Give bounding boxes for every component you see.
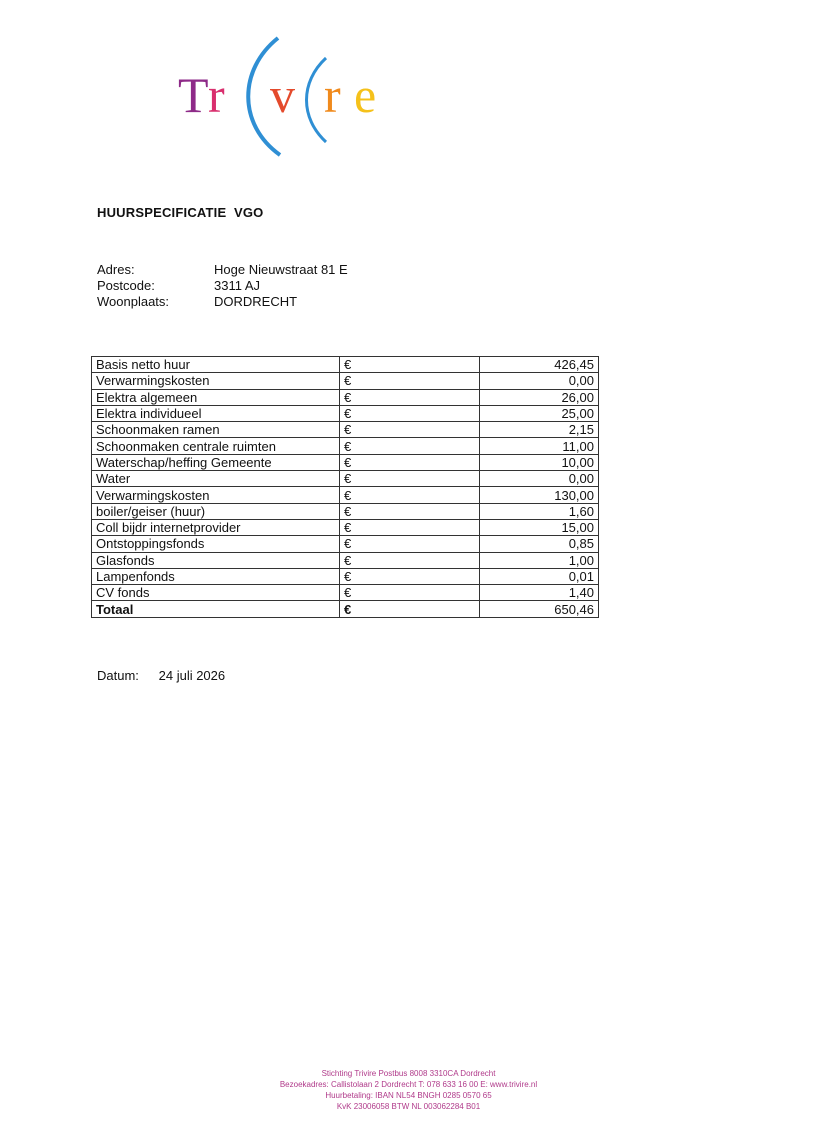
currency-symbol: €: [340, 389, 480, 405]
currency-symbol: €: [340, 357, 480, 373]
cost-description: Lampenfonds: [92, 568, 340, 584]
cost-amount: 2,15: [480, 422, 599, 438]
table-row: [92, 389, 599, 405]
table-row: [92, 536, 599, 552]
address-label: Adres:: [97, 262, 135, 277]
currency-symbol: €: [340, 585, 480, 601]
total-amount: 650,46: [480, 601, 599, 617]
address-row: [97, 262, 348, 278]
date-line: [97, 668, 225, 683]
currency-symbol: €: [340, 601, 480, 617]
total-row: [92, 601, 599, 617]
address-block: [97, 262, 348, 310]
table-row: [92, 519, 599, 535]
cost-description: Schoonmaken ramen: [92, 422, 340, 438]
cost-amount: 130,00: [480, 487, 599, 503]
cost-description: Verwarmingskosten: [92, 487, 340, 503]
cost-description: Schoonmaken centrale ruimten: [92, 438, 340, 454]
cost-amount: 0,00: [480, 471, 599, 487]
postcode-row: [97, 278, 348, 294]
cost-description: Ontstoppingsfonds: [92, 536, 340, 552]
cost-amount: 0,00: [480, 373, 599, 389]
table-row: [92, 438, 599, 454]
currency-symbol: €: [340, 519, 480, 535]
date-label: Datum:: [97, 668, 139, 683]
table-row: [92, 422, 599, 438]
trivire-logo: [176, 30, 406, 160]
currency-symbol: €: [340, 471, 480, 487]
currency-symbol: €: [340, 552, 480, 568]
cost-description: boiler/geiser (huur): [92, 503, 340, 519]
table-row: [92, 487, 599, 503]
city-label: Woonplaats:: [97, 294, 170, 309]
table-row: [92, 373, 599, 389]
currency-symbol: €: [340, 454, 480, 470]
currency-symbol: €: [340, 503, 480, 519]
cost-description: Elektra individueel: [92, 405, 340, 421]
cost-description: Glasfonds: [92, 552, 340, 568]
postcode-label: Postcode:: [97, 278, 155, 293]
table-row: [92, 568, 599, 584]
currency-symbol: €: [340, 536, 480, 552]
cost-amount: 426,45: [480, 357, 599, 373]
table-row: [92, 454, 599, 470]
cost-amount: 25,00: [480, 405, 599, 421]
footer-line-4: KvK 23006058 BTW NL 003062284 B01: [336, 1102, 481, 1111]
total-label: Totaal: [92, 601, 340, 617]
cost-description: Waterschap/heffing Gemeente: [92, 454, 340, 470]
rent-specification-table: [91, 356, 599, 618]
currency-symbol: €: [340, 373, 480, 389]
currency-symbol: €: [340, 405, 480, 421]
table-row: [92, 585, 599, 601]
currency-symbol: €: [340, 568, 480, 584]
cost-amount: 0,01: [480, 568, 599, 584]
table-row: [92, 552, 599, 568]
logo-letter-r1: r: [208, 67, 225, 123]
cost-amount: 15,00: [480, 519, 599, 535]
cost-description: Water: [92, 471, 340, 487]
table-row: [92, 503, 599, 519]
logo-letter-v: v: [270, 67, 295, 123]
footer-line-2: Bezoekadres: Callistolaan 2 Dordrecht T: 078 633 16 00 E: www.trivire.nl: [279, 1080, 538, 1089]
logo-letter-t: T: [178, 67, 209, 123]
footer-line-1: Stichting Trivire Postbus 8008 3310CA Dordrecht: [321, 1069, 496, 1078]
cost-description: Verwarmingskosten: [92, 373, 340, 389]
cost-amount: 1,00: [480, 552, 599, 568]
cost-amount: 1,40: [480, 585, 599, 601]
city-value: DORDRECHT: [214, 294, 298, 309]
cost-amount: 11,00: [480, 438, 599, 454]
cost-description: Basis netto huur: [92, 357, 340, 373]
cost-amount: 10,00: [480, 454, 599, 470]
currency-symbol: €: [340, 422, 480, 438]
footer-line-3: Huurbetaling: IBAN NL54 BNGH 0285 0570 65: [325, 1091, 492, 1100]
cost-amount: 26,00: [480, 389, 599, 405]
cost-amount: 1,60: [480, 503, 599, 519]
table-row: [92, 357, 599, 373]
table-row: [92, 405, 599, 421]
logo-letter-e: e: [354, 67, 377, 123]
spec-table-body: [92, 357, 599, 618]
date-value: 24 juli 2026: [158, 668, 226, 683]
cost-amount: 0,85: [480, 536, 599, 552]
address-value: Hoge Nieuwstraat 81 E: [214, 262, 348, 277]
logo-letter-r2: r: [324, 67, 341, 123]
currency-symbol: €: [340, 487, 480, 503]
postcode-value: 3311 AJ: [214, 278, 261, 293]
footer: [0, 1068, 817, 1112]
cost-description: Elektra algemeen: [92, 389, 340, 405]
table-row: [92, 471, 599, 487]
document-title: HUURSPECIFICATIE VGO: [97, 205, 264, 220]
cost-description: Coll bijdr internetprovider: [92, 519, 340, 535]
city-row: [97, 294, 348, 310]
currency-symbol: €: [340, 438, 480, 454]
cost-description: CV fonds: [92, 585, 340, 601]
